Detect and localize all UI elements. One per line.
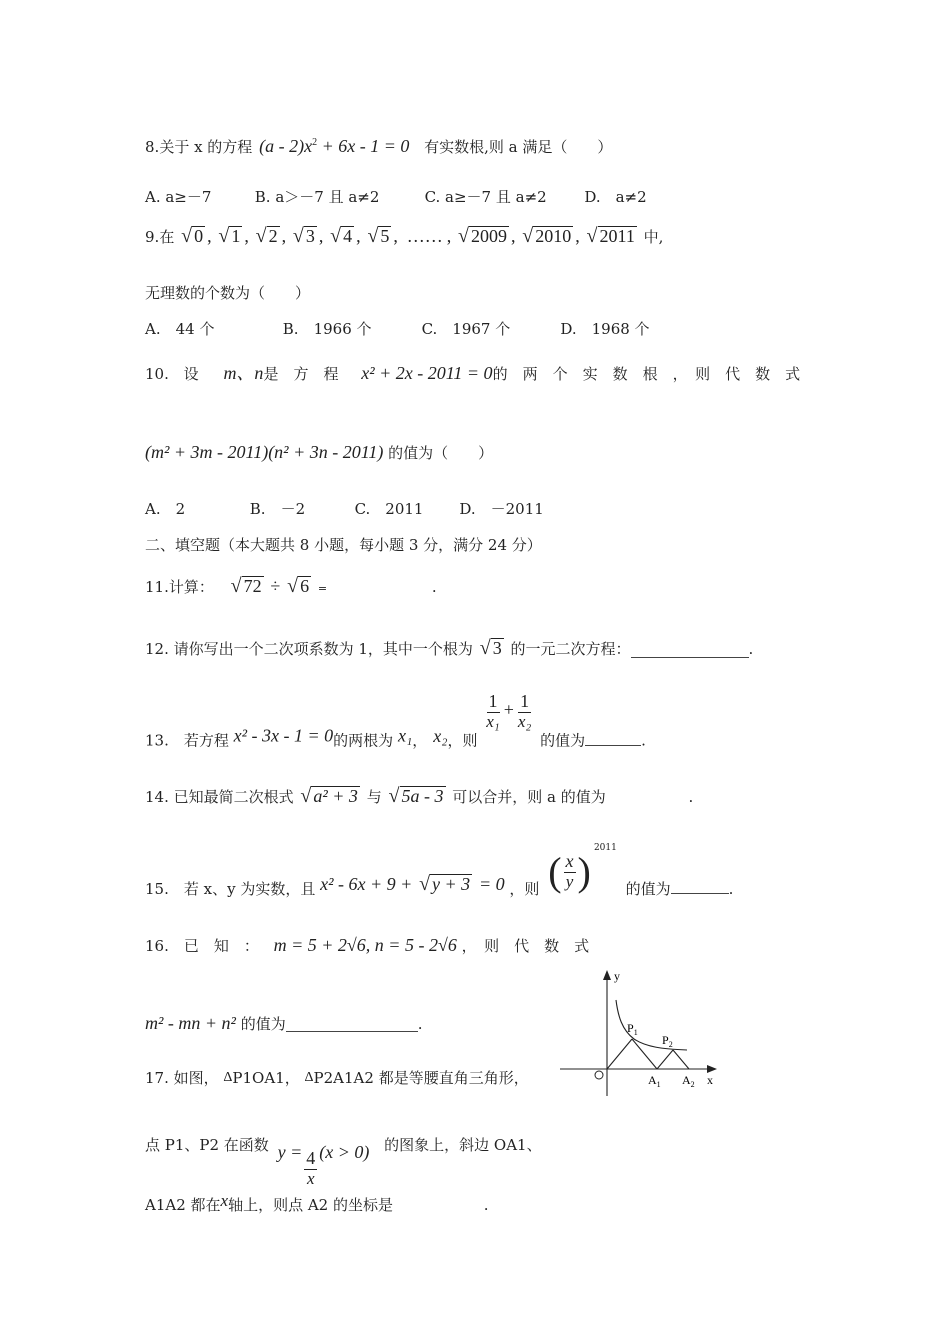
q16-expr-post: 的值为 [240,1015,286,1033]
q8-pre: 关于 x 的方程 [159,138,253,156]
q9-stem: 9.在 √ 0 , √ 1 , √ 2 , √ 3 , √ 4 , √ 5 , …… , √ 2009 , √ 2010 , √ 2011 中, [145,225,664,247]
a1-label: $A_1$ [648,1073,661,1089]
q12-post: 的一元二次方程： [510,640,631,658]
q11-equals: = [317,582,328,595]
p1-label: $P_1$ [627,1021,638,1037]
q15-power: ( $\frac{x}{y}$ ) 2011 [548,843,617,894]
q8-equation [259,136,409,156]
sqrt-3: √ 3 [292,225,315,247]
q8-options [145,190,647,205]
sqrt-2009: √ 2009 [457,225,507,247]
q15-answer-blank[interactable] [671,879,729,894]
q10-post: 的 两 个 实 数 根 ， 则 代 数 式 [492,365,801,383]
q9-line2: 无理数的个数为（ ） [145,284,311,302]
q12-sqrt: √ 3 [479,637,502,659]
q11-sqrt-a: √ 72 [230,575,262,597]
q10-mid: 是 方 程 [263,365,339,383]
q16-text: 16. 已 知 ： [145,937,259,955]
q10-option-b: B. －2 [249,500,306,518]
p2-label: $P_2$ [662,1033,673,1049]
q17-line2a: 点 P1、P2 在函数 [145,1136,269,1154]
q8-eq-exp: 2 [312,137,318,148]
q13-post: 的值为 [540,731,586,750]
q15-exponent: 2011 [593,843,617,853]
q17-line3a: A1A2 都在 [145,1196,221,1214]
q10-option-c: C. 2011 [354,500,424,518]
q11-number: 11. [145,578,169,596]
q11-line [145,576,437,596]
q15-end: . [728,880,734,898]
q16-expression-line [145,1014,423,1032]
q15-post: 的值为 [625,880,671,898]
triangle-1-side-b [632,1039,657,1069]
y-axis-arrow [603,970,611,980]
q13-mid: 的两根为 [333,731,394,750]
q17-tri2: P2A1A2 都是等腰直角三角形， [313,1069,529,1087]
q15-eq1: x² - 6x + 9 + [320,874,413,894]
q11-text: 计算： [168,578,214,596]
q17-func-cond: (x > 0) [319,1142,370,1162]
q17-line1 [145,1071,529,1086]
origin-marker [595,1071,603,1079]
q9-option-a: A. 44 个 [145,320,215,338]
q9-option-d: D. 1968 个 [560,320,650,338]
q17-function [278,1142,370,1188]
q10-option-d: D. －2011 [459,500,544,518]
q17-intro: 17. 如图， [145,1069,219,1087]
q17-x: x [220,1191,229,1210]
q10-pre: 设 [183,365,199,383]
q13-plus: + [503,699,514,720]
triangle-1-side-a [607,1039,632,1069]
sqrt-0: √ 0 [181,225,204,247]
section-2-heading: 二、填空题（本大题共 8 小题，每小题 3 分，满分 24 分） [145,536,542,554]
q16-post: ， 则 代 数 式 [461,937,590,955]
q10-number: 10. [145,365,169,383]
q8-number: 8. [145,138,160,156]
q9-pre: 在 [159,228,175,246]
sqrt-1: √ 1 [218,225,241,247]
sqrt-5: √ 5 [367,225,390,247]
sqrt-2011: √ 2011 [586,225,635,247]
q10-expression: (m² + 3m - 2011)(n² + 3n - 2011) [145,442,384,462]
q14-sqrt-1: √ a² + 3 [300,785,358,807]
q12-end: . [748,640,754,658]
q8-option-d: D. a≠2 [584,188,647,206]
q14-line [145,786,693,806]
sqrt-2: √ 2 [255,225,278,247]
q17-line2b: 的图象上，斜边 OA1、 [384,1136,542,1154]
q10-stem [145,364,800,382]
q12-line [145,638,753,658]
delta-symbol: Δ [223,1070,233,1085]
q9-ellipsis: …… [406,226,443,246]
q8-stem [145,137,612,155]
sqrt-4: √ 4 [330,225,353,247]
q8-eq-lhs: (a - 2)x [259,136,313,156]
q12-text: 12. 请你写出一个二次项系数为 1，其中一个根为 [145,640,473,658]
q17-line2 [145,1138,542,1188]
q11-sqrt-b: √ 6 [287,575,310,597]
triangle-2-side-b [673,1050,689,1069]
q15-frac: $\frac{x}{y}$ [565,851,574,892]
q17-func-y: y = [277,1142,303,1162]
q10-vars: m、n [223,363,264,383]
q8-post: 有实数根,则 a 满足（ ） [424,138,613,156]
q16-answer-blank[interactable] [286,1017,418,1032]
q15-line [145,843,734,898]
q15-eq2: = 0 [478,874,505,894]
q13-x1: x₁ [397,725,413,746]
q8-option-a: A. a≥－7 [145,188,212,206]
y-axis-label: y [614,969,620,983]
q12-answer-blank[interactable] [631,643,749,658]
q17-figure [552,968,742,1103]
q15-then: ，则 [509,880,540,898]
q13-x2: x₂ [433,725,448,746]
q15-text: 15. 若 x、y 为实数，且 [145,880,316,898]
q10-options [145,502,544,517]
q11-end: . [431,578,437,596]
q10-option-a: A. 2 [145,500,186,518]
q14-text: 14. 已知最简二次根式 [145,788,294,806]
q17-line3 [145,1192,489,1213]
q9-post: 中, [643,228,664,246]
q8-option-b: B. a＞－7 且 a≠2 [254,188,380,206]
a2-label: $A_2$ [682,1073,695,1089]
q9-option-c: C. 1967 个 [421,320,511,338]
q11-divide: ÷ [270,576,281,596]
q16-line [145,936,589,954]
q10-equation: x² + 2x - 2011 = 0 [361,363,493,383]
q13-text: 13. 若方程 [145,731,229,750]
q14-and: 与 [366,788,382,806]
q14-end: . [688,788,694,806]
q13-answer-blank[interactable] [585,731,641,746]
q13-frac-1: $\frac{1}{\text{x₁}}$ [486,691,500,731]
q13-comma: ， [412,731,428,750]
q8-option-c: C. a≥－7 且 a≠2 [424,188,547,206]
sqrt-2010: √ 2010 [522,225,572,247]
q17-end: . [483,1196,489,1214]
q13-equation: x² - 3x - 1 = 0 [233,725,334,746]
q16-expression: m² - mn + n² [145,1013,236,1033]
q10-expr-post: 的值为（ ） [388,444,494,462]
q13-line [145,692,646,749]
q9-option-b: B. 1966 个 [282,320,372,338]
q15-sqrt: √ y + 3 [419,873,471,895]
triangle-2-side-a [657,1050,673,1069]
q14-sqrt-2: √ 5a - 3 [388,785,444,807]
q14-post: 可以合并，则 a 的值为 [452,788,606,806]
q9-number: 9. [145,228,160,246]
q13-frac-2: $\frac{1}{\text{x₂}}$ [517,691,532,731]
q17-line3b: 轴上，则点 A2 的坐标是 [228,1196,393,1214]
q10-expression-line [145,443,493,461]
x-axis-label: x [707,1073,713,1087]
q16-end: . [417,1015,423,1033]
x-axis-arrow [707,1065,717,1073]
q8-eq-rhs: + 6x - 1 = 0 [317,136,410,156]
q17-func-frac: $\frac{4}{x}$ [306,1148,316,1188]
q17-sep: ， [284,1069,300,1087]
q13-end: . [641,731,646,750]
delta-symbol: Δ [304,1070,314,1085]
q17-tri1: P1OA1 [232,1069,285,1087]
q16-equation: m = 5 + 2√6, n = 5 - 2√6 [273,935,457,955]
q13-then: ，则 [447,731,478,750]
q9-options [145,322,650,337]
